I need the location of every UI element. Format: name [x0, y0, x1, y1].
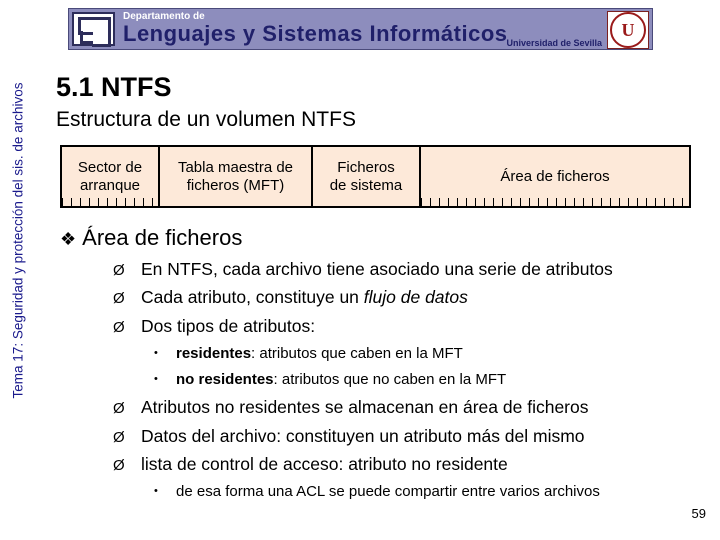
- arrow-bullet-icon: Ø: [113, 429, 125, 446]
- arrow-bullet-icon: Ø: [113, 400, 125, 417]
- segment-label: Ficheros de sistema: [329, 158, 403, 194]
- segment-label: Sector de arranque: [77, 158, 143, 194]
- list-item: Ø lista de control de acceso: atributo no residente: [113, 454, 508, 474]
- department-label: Departamento de: [123, 11, 205, 22]
- ntfs-volume-diagram: [60, 145, 691, 208]
- arrow-bullet-icon: Ø: [113, 319, 125, 336]
- slide-title: 5.1 NTFS: [56, 72, 172, 102]
- section-heading: ❖ Área de ficheros: [60, 225, 243, 250]
- arrow-bullet-icon: Ø: [113, 457, 125, 474]
- volume-segment-boot: [60, 145, 160, 208]
- university-name: Universidad de Sevilla: [506, 38, 602, 48]
- dot-bullet-icon: •: [154, 485, 158, 497]
- department-logo: [72, 12, 115, 46]
- dot-bullet-icon: •: [154, 347, 158, 359]
- page-number: 59: [691, 506, 706, 521]
- volume-segment-files: [421, 145, 691, 208]
- dot-bullet-icon: •: [154, 373, 158, 385]
- list-item: Ø Dos tipos de atributos:: [113, 316, 316, 336]
- list-item: Ø Cada atributo, constituye un flujo de datos: [113, 287, 468, 307]
- slide-subtitle: Estructura de un volumen NTFS: [56, 108, 356, 131]
- sector-ticks: [421, 198, 689, 206]
- sub-list-item: • no residentes: atributos que no caben en la MFT: [154, 371, 507, 388]
- header-banner: [68, 8, 653, 50]
- sector-ticks: [62, 198, 158, 206]
- department-name: Lenguajes y Sistemas Informáticos: [123, 21, 508, 46]
- diamond-icon: ❖: [60, 229, 77, 249]
- list-item: Ø Datos del archivo: constituyen un atributo más del mismo: [113, 426, 585, 446]
- segment-label: Tabla maestra de ficheros (MFT): [177, 158, 294, 194]
- university-seal: U: [607, 11, 649, 49]
- volume-segment-system: [313, 145, 421, 208]
- side-title: Tema 17: Seguridad y protección del sis. de archivos: [10, 82, 26, 398]
- sub-list-item: • de esa forma una ACL se puede compartir entre varios archivos: [154, 483, 600, 500]
- list-item: Ø Atributos no residentes se almacenan en área de ficheros: [113, 397, 589, 417]
- list-item: Ø En NTFS, cada archivo tiene asociado una serie de atributos: [113, 259, 613, 279]
- arrow-bullet-icon: Ø: [113, 290, 125, 307]
- sub-list-item: • residentes: atributos que caben en la MFT: [154, 345, 463, 362]
- segment-label: Área de ficheros: [500, 167, 610, 185]
- arrow-bullet-icon: Ø: [113, 262, 125, 279]
- volume-segment-mft: [160, 145, 313, 208]
